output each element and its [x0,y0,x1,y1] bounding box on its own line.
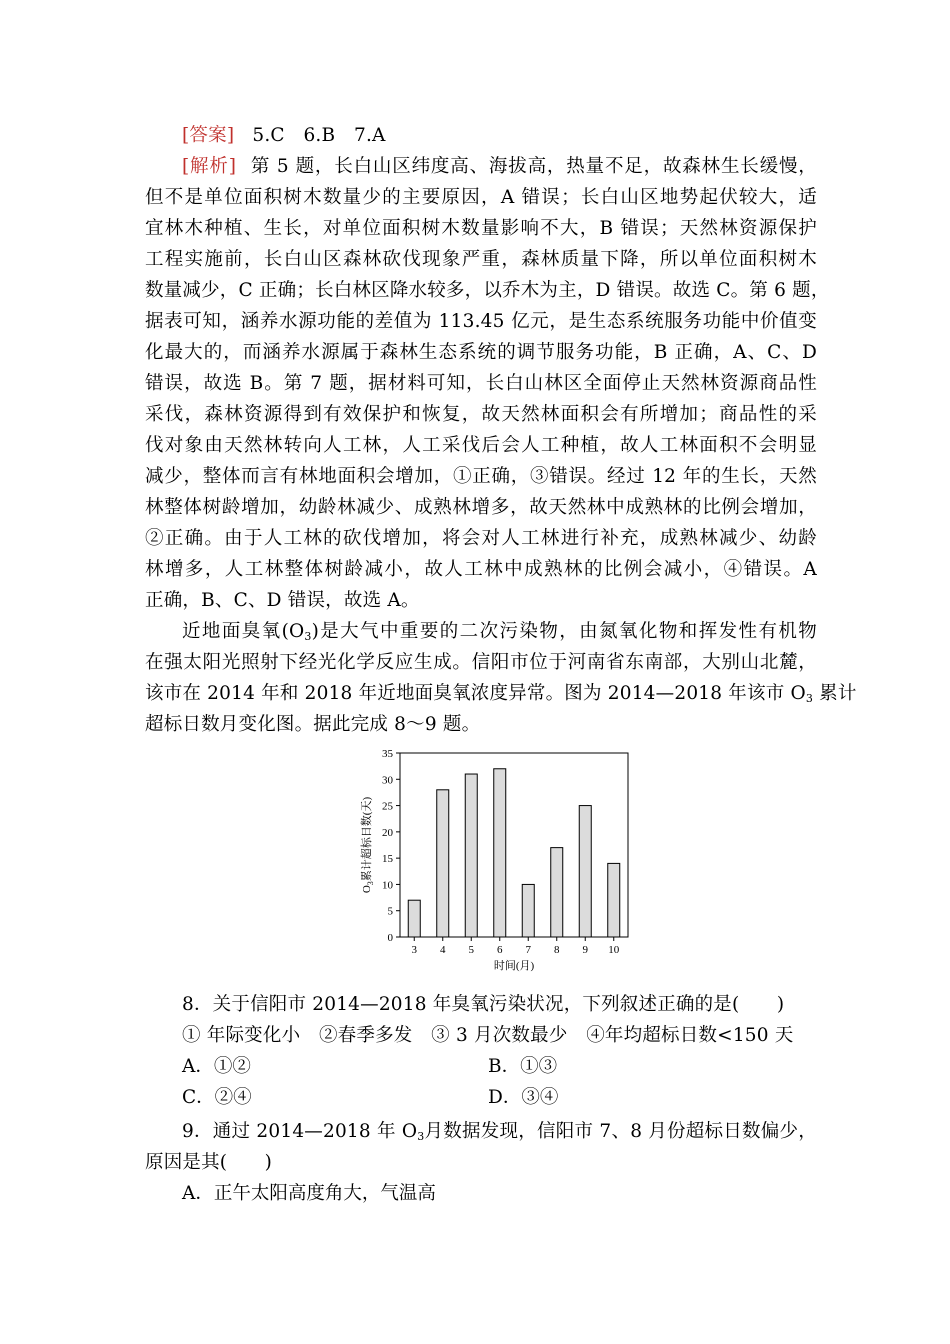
bar-month-3 [408,900,420,937]
analysis-line: 采伐，森林资源得到有效保护和恢复，故天然林面积会有所增加；商品性的采 [145,404,817,425]
analysis-line: 据表可知，涵养水源功能的差值为 113.45 亿元，是生态系统服务功能中价值变 [145,311,817,332]
y-tick-label: 10 [382,879,393,892]
y-label-pre: O [361,885,373,894]
bar-month-9 [579,806,591,937]
analysis-line: 伐对象由天然林转向人工林，人工采伐后会人工种植，故人工林面积不会明显 [145,435,817,456]
analysis-line: 宜林木种植、生长，对单位面积树木数量影响不大，B 错误；天然林资源保护 [145,218,817,239]
intro-text: 该市在 2014 年和 2018 年近地面臭氧浓度异常。图为 2014—2018 年该市 O [145,683,806,704]
y-axis [382,748,400,944]
subscript: 3 [805,692,814,705]
q8-option-b[interactable]: B．①③ [488,1056,558,1077]
analysis-line-1 [182,152,817,182]
analysis-line: 林增多，人工林整体树龄减小，故人工林中成熟林的比例会减小，④错误。A [145,559,817,580]
x-axis [412,937,620,956]
intro-line-3 [145,679,857,709]
analysis-line: ②正确。由于人工林的砍伐增加，将会对人工林进行补充，成熟林减少、幼龄 [145,528,817,549]
y-label-sub: 3 [366,881,375,886]
q9-option-a[interactable]: A．正午太阳高度角大，气温高 [182,1183,436,1204]
x-tick-label: 3 [411,944,417,956]
y-tick-label: 5 [387,905,393,918]
bar-month-8 [551,848,563,937]
answer-text: 5.C 6.B 7.A [252,125,386,146]
q9-text: 月数据发现，信阳市 7、8 月份超标日数偏少， [424,1121,818,1142]
subscript: 3 [417,1130,425,1143]
q8-option-a[interactable]: A．①② [182,1056,251,1077]
bar-month-5 [465,774,477,937]
intro-text: 累计 [813,683,857,704]
analysis-line: 数量减少，C 正确；长白林区降水较多，以乔木为主，D 错误。故选 C。第 6 题， [145,280,830,301]
y-tick-label: 35 [382,748,393,760]
y-tick-label: 15 [382,853,393,866]
y-label-post: 累计超标日数(天) [361,796,373,882]
plot-frame [400,753,628,937]
x-tick-label: 6 [497,944,503,956]
analysis-line: 化最大的，而涵养水源属于森林生态系统的调节服务功能，B 正确，A、C、D [145,342,817,363]
x-axis-label: 时间(月) [493,960,535,972]
analysis-line: 工程实施前，长白山区森林砍伐现象严重，森林质量下降，所以单位面积树木 [145,249,817,270]
q8-option-c[interactable]: C．②④ [182,1087,252,1108]
q9-stem-2: 原因是其( ) [145,1152,273,1173]
q8-stem: 8．关于信阳市 2014—2018 年臭氧污染状况，下列叙述正确的是( ) [182,994,785,1015]
x-tick-label: 10 [608,944,620,956]
intro-line-1 [182,617,817,647]
q8-statements: ① 年际变化小 ②春季多发 ③ 3 月次数最少 ④年均超标日数<150 天 [182,1025,794,1046]
intro-line-2: 在强太阳光照射下经光化学反应生成。信阳市位于河南省东南部，大别山北麓， [145,652,817,673]
answer-tag: [答案] [182,125,235,146]
intro-line-4: 超标日数月变化图。据此完成 8～9 题。 [145,714,481,735]
bar-month-4 [437,790,449,937]
ozone-bar-chart [350,745,640,977]
analysis-line: 正确，B、C、D 错误，故选 A。 [145,590,420,611]
y-tick-label: 30 [382,774,393,787]
analysis-line: 林整体树龄增加，幼龄林减少、成熟林增多，故天然林中成熟林的比例会增加， [145,497,817,518]
analysis-line: 减少，整体而言有林地面积会增加，①正确，③错误。经过 12 年的生长，天然 [145,466,817,487]
bars [408,769,620,937]
subscript: 3 [304,630,312,643]
x-tick-label: 8 [554,944,560,956]
y-tick-label: 0 [387,932,393,944]
q9-stem-1 [182,1117,817,1147]
x-tick-label: 5 [468,944,474,956]
y-axis-label [359,797,375,894]
analysis-tag: [解析] [182,156,237,177]
bar-month-6 [494,769,506,937]
x-tick-label: 4 [440,944,446,956]
x-tick-label: 9 [582,944,588,956]
analysis-line: 错误，故选 B。第 7 题，据材料可知，长白山林区全面停止天然林资源商品性 [145,373,817,394]
analysis-text: 第 5 题，长白山区纬度高、海拔高，热量不足，故森林生长缓慢， [250,156,817,177]
answer-line [182,121,817,151]
intro-text: )是大气中重要的二次污染物，由氮氧化物和挥发性有机物 [311,621,817,642]
intro-text: 近地面臭氧(O [182,621,305,642]
x-tick-label: 7 [525,944,531,956]
bar-month-10 [608,863,620,937]
bar-month-7 [522,884,534,937]
y-tick-label: 25 [382,800,393,813]
q9-text: 9．通过 2014—2018 年 O [182,1121,418,1142]
y-tick-label: 20 [382,826,393,839]
q8-option-d[interactable]: D．③④ [488,1087,559,1108]
analysis-line: 但不是单位面积树木数量少的主要原因，A 错误；长白山区地势起伏较大，适 [145,187,817,208]
